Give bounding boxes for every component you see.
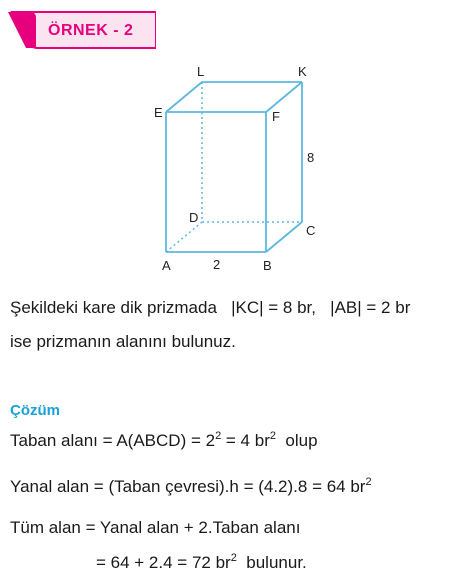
taban-text-b: = 4 br [221,431,270,450]
vertex-label-D: D [189,210,199,225]
tum-alan-line-1: Tüm alan = Yanal alan + 2.Taban alanı [10,518,301,537]
edge-EL [166,82,202,112]
vertex-label-E: E [154,105,163,120]
vertex-label-B: B [263,258,272,273]
yanal-text: Yanal alan = (Taban çevresi).h = (4.2).8 = 64 br [10,477,366,496]
edge-FK [266,82,302,112]
vertex-label-F: F [272,109,280,124]
prism-figure [0,0,463,290]
yanal-exp: 2 [365,476,372,488]
taban-text-a: Taban alanı = A(ABCD) = 2 [10,431,216,450]
tum2-text-a: = 64 + 2.4 = 72 br [96,553,231,572]
edge-label-base: 2 [213,257,221,272]
edge-label-height: 8 [307,150,315,165]
problem-line-2: ise prizmanın alanını bulunuz. [10,332,236,351]
solution-title: Çözüm [10,402,60,419]
taban-exp-2: 2 [269,430,276,442]
taban-text-c: olup [275,431,318,450]
edge-BC [266,222,302,252]
taban-exp-1: 2 [215,430,222,442]
tum2-text-b: bulunur. [236,553,307,572]
problem-line-1 [10,298,410,318]
vertex-label-C: C [306,223,316,238]
taban-alani-line [10,431,318,451]
tum2-exp: 2 [230,552,237,564]
vertex-label-A: A [162,258,171,273]
edge-AD-hidden [166,222,202,252]
yanal-alan-line [10,477,372,497]
badge-label: ÖRNEK - 2 [48,22,134,39]
problem-kc-value: |KC| = 8 br, [231,298,316,317]
tum-alan-line-2 [96,553,307,573]
problem-text-a: Şekildeki kare dik prizmada [10,298,217,317]
vertex-label-K: K [298,64,307,79]
problem-ab-value: |AB| = 2 br [330,298,411,317]
vertex-label-L: L [197,64,205,79]
